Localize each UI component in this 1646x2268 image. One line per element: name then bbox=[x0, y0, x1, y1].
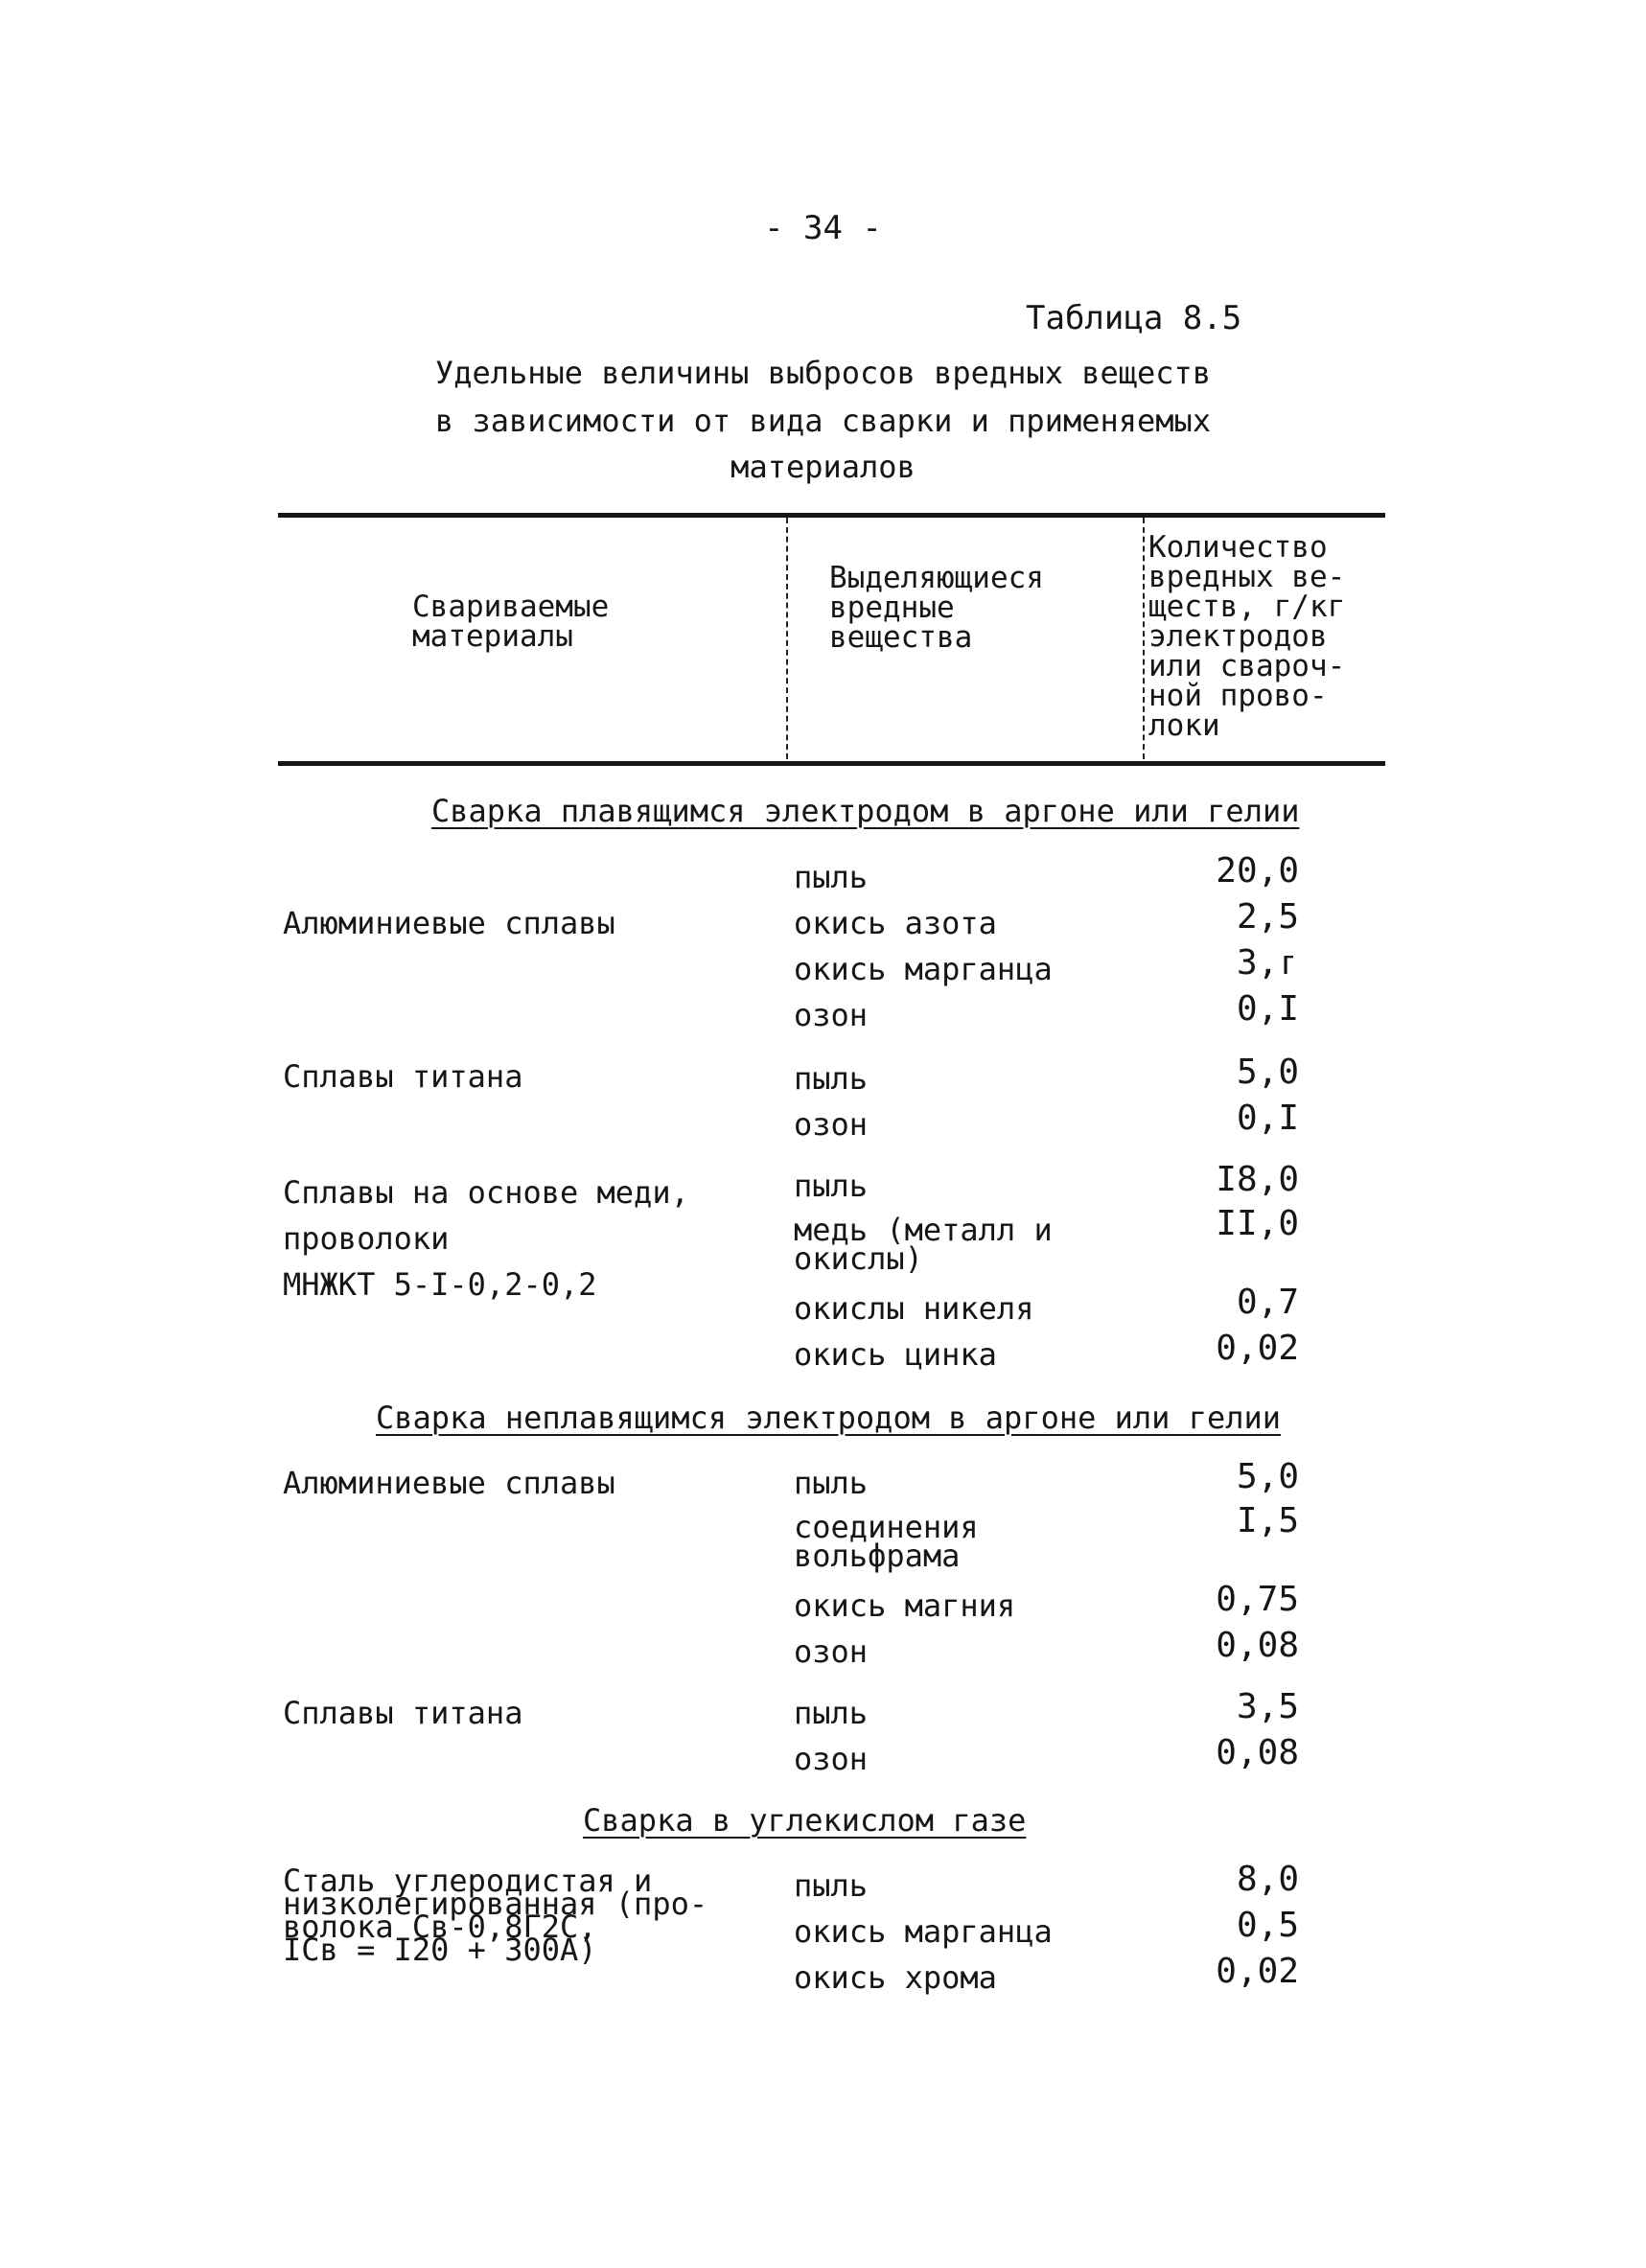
table-caption-line3: материалов bbox=[730, 449, 916, 485]
substance-cell: окись цинка bbox=[794, 1336, 997, 1373]
substance-cell: озон bbox=[794, 1633, 869, 1670]
substance-cell: озон bbox=[794, 1106, 869, 1143]
table-header-rule bbox=[278, 761, 1385, 766]
substance-cell: пыль bbox=[794, 1867, 869, 1904]
material-cell: Сплавы титана bbox=[283, 1695, 523, 1731]
substance-cell: озон bbox=[794, 997, 869, 1033]
value-cell: 0,75 bbox=[1216, 1580, 1299, 1619]
substance-cell: окись магния bbox=[794, 1587, 1016, 1624]
value-cell: 0,08 bbox=[1216, 1626, 1299, 1665]
value-cell: 3,ᴦ bbox=[1237, 943, 1299, 983]
value-cell: 5,0 bbox=[1236, 1457, 1299, 1496]
substance-cell: окись марганца bbox=[794, 951, 1053, 987]
value-cell: 8,0 bbox=[1236, 1860, 1299, 1899]
material-cell: Сплавы на основе меди, проволоки МНЖКТ 5-I-0,2-0,2 bbox=[283, 1174, 689, 1303]
value-cell: 3,5 bbox=[1236, 1687, 1299, 1726]
material-cell: Алюминиевые сплавы bbox=[283, 905, 615, 941]
value-cell: I8,0 bbox=[1216, 1160, 1299, 1199]
substance-cell: пыль bbox=[794, 859, 869, 895]
value-cell: 20,0 bbox=[1216, 851, 1299, 891]
substance-cell: окись азота bbox=[794, 905, 997, 941]
substance-cell: соединения вольфрама bbox=[794, 1509, 979, 1574]
table-label: Таблица 8.5 bbox=[1026, 299, 1242, 337]
substance-cell: озон bbox=[794, 1741, 869, 1777]
table-caption-line1: Удельные величины выбросов вредных веществ bbox=[434, 355, 1212, 391]
value-cell: II,0 bbox=[1216, 1204, 1299, 1243]
value-cell: 5,0 bbox=[1236, 1053, 1299, 1092]
value-cell: 0,02 bbox=[1216, 1952, 1299, 1991]
value-cell: 0,I bbox=[1236, 989, 1299, 1029]
section-title: Сварка плавящимся электродом в аргоне или гелии bbox=[431, 793, 1300, 829]
page-number: - 34 - bbox=[764, 209, 882, 247]
header-substance: Выделяющиеся вредные вещества bbox=[829, 561, 1044, 655]
column-divider bbox=[1143, 518, 1145, 759]
substance-cell: окись марганца bbox=[794, 1913, 1053, 1950]
material-cell: Сталь углеродистая и низколегированная (про- волока Св-0,8Г2С, IСв = I20 + 300А) bbox=[283, 1863, 708, 1968]
substance-cell: медь (металл и окислы) bbox=[794, 1212, 1053, 1277]
material-cell: Алюминиевые сплавы bbox=[283, 1465, 615, 1501]
substance-cell: пыль bbox=[794, 1695, 869, 1731]
value-cell: 0,7 bbox=[1236, 1283, 1299, 1322]
header-material: Свариваемые материалы bbox=[412, 590, 610, 654]
substance-cell: пыль bbox=[794, 1465, 869, 1501]
value-cell: 0,5 bbox=[1236, 1906, 1299, 1945]
header-amount: Количество вредных ве- ществ, г/кг электродов или свароч- ной прово- локи bbox=[1148, 530, 1346, 743]
substance-cell: пыль bbox=[794, 1060, 869, 1097]
value-cell: 0,02 bbox=[1216, 1329, 1299, 1368]
value-cell: 0,08 bbox=[1216, 1733, 1299, 1772]
table-top-rule bbox=[278, 513, 1385, 518]
column-divider bbox=[786, 518, 788, 759]
table-caption-line2: в зависимости от вида сварки и применяемых bbox=[434, 403, 1212, 439]
substance-cell: окись хрома bbox=[794, 1959, 997, 1996]
substance-cell: пыль bbox=[794, 1168, 869, 1204]
material-cell: Сплавы титана bbox=[283, 1058, 523, 1095]
substance-cell: окислы никеля bbox=[794, 1290, 1034, 1327]
value-cell: 0,I bbox=[1236, 1099, 1299, 1138]
value-cell: I,5 bbox=[1236, 1501, 1299, 1540]
value-cell: 2,5 bbox=[1236, 897, 1299, 937]
section-title: Сварка в углекислом газе bbox=[583, 1802, 1027, 1839]
section-title: Сварка неплавящимся электродом в аргоне или гелии bbox=[376, 1400, 1282, 1436]
